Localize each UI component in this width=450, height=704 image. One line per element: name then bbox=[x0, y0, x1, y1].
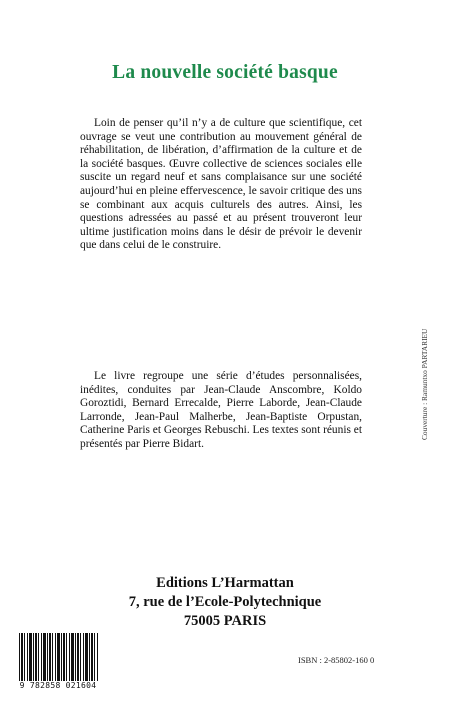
publisher-name: Editions L’Harmattan bbox=[156, 575, 294, 591]
paragraph-text: Loin de penser qu’il n’y a de culture que scientifique, cet ouvrage se veut une contribution au mouvement général de réhabilitation, de libération, d’affirmation de la culture et de la société basques. Œuvre collective de sciences sociales elle suscite un regard neuf et sans complaisance sur une société aujourd’hui en pleine effervescence, le savoir critique des uns se combinant aux acquis culturels des autres. Ainsi, les questions adressées au passé et au présent trouveront leur ultime justification moins dans le désir de prévoir le devenir que dans celui de le construire. bbox=[80, 117, 362, 252]
barcode bbox=[12, 633, 102, 689]
barcode-bars bbox=[19, 633, 99, 681]
publisher-street: 7, rue de l’Ecole-Polytechnique bbox=[128, 594, 322, 610]
publisher-city: 75005 PARIS bbox=[183, 613, 267, 629]
barcode-number: 9 782858 021604 bbox=[19, 681, 97, 690]
book-title: La nouvelle société basque bbox=[112, 62, 338, 83]
description-paragraph-2 bbox=[80, 370, 362, 452]
isbn: ISBN : 2-85802-160 0 bbox=[298, 655, 375, 665]
paragraph-text: Le livre regroupe une série d’études personnalisées, inédites, conduites par Jean-Claude Anscombre, Koldo Goroztidi, Bernard Errecalde, Pierre Laborde, Jean-Claude Larronde, Jean-Paul Malherbe, Jean-Baptiste Orpustan, Catherine Paris et Georges Rebuschi. Les textes sont réunis et présentés par Pierre Bidart. bbox=[80, 370, 362, 450]
publisher-block bbox=[0, 574, 450, 631]
cover-credit: Couverture : Ramuntxo PARTARIEU bbox=[420, 328, 429, 440]
description-paragraph-1 bbox=[80, 117, 362, 253]
